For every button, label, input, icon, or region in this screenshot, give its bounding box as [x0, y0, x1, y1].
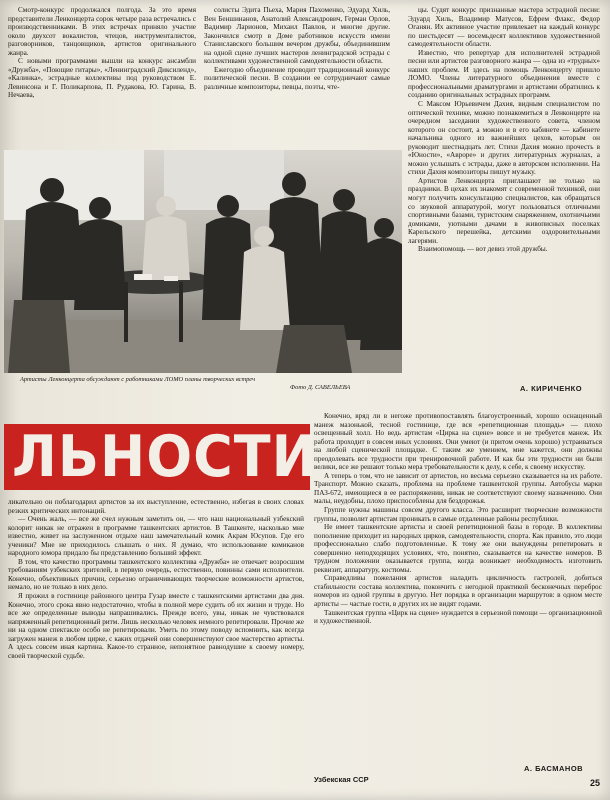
top-article-signature: А. КИРИЧЕНКО — [520, 384, 583, 393]
section-banner — [4, 423, 318, 490]
top-column-2 — [204, 6, 390, 148]
paragraph: Я прожил в гостинице районного центра Гузар вместе с ташкентскими артистами два дня. Конечно, этого срока явно недостаточно, чтобы в полной мере судить об их жизни и труде. Но все же определенные выводы напрашивались. Прежде всего, увы, никак не чувствовался напряженный репетиционный ритм. Лишь несколько человек немного репетировали. Прочие же ни на одном спектакле особо не репетировали. Уметь по этому поводу вспомнить, как всегда загружен манеж в любом цирке, с каких отдачей они совершенствуют свое мастерство артисты. А здесь совсем иная картина. Какое-то странное, непонятное равнодушие к своему номеру, своей творческой судьбе. — [8, 592, 304, 660]
banner-title: ЛЬНОСТИ — [12, 423, 318, 490]
page-number: 25 — [589, 778, 600, 788]
top-column-3 — [408, 6, 600, 378]
paragraph: А теперь о том, что не зависит от артистов, но весьма серьезно сказывается на их работе. Транспорт. Можно сказать, проблема на проблеме ташкентской группы. Автобусы марки ПАЗ-672, имеющиеся в ее распоряжении, никак не соответствуют своему назначению. Они малы, неудобны, плохо приспособлены для бездорожья. — [314, 471, 602, 506]
paragraph: С Максом Юрьевичем Дахия, видным специалистом по оптической технике, можно познакомиться в Ленконцерте на очередном заседании художественного совета, членом которого он состоит, а можно и в его кабинете — кабинете начальника одного из важнейших цехов, которым он руководит шестнадцать лет. Стихи Дахия можно прочесть в «Юности», «Авроре» и других литературных журналах, а можно услышать с эстрады, даже в авторском исполнении. На стихи Дахия композиторы пишут музыку. — [408, 100, 600, 177]
bottom-article-signature: А. БАСМАНОВ — [524, 764, 584, 773]
paragraph: Ташкентская группа «Цирк на сцене» нуждается в серьезной помощи — организационной и художественной. — [314, 608, 602, 626]
paragraph: Ежегодно объединение проводит традиционный конкурс политической песни. В создании ее сотрудничают самые различные композиторы, певцы, поэты, чте- — [204, 65, 390, 91]
paragraph: Группе нужны машины совсем другого класса. Это расширит творческие возможности группы, позволит артистам проникать в самые отдаленные районы республики. — [314, 506, 602, 523]
paragraph: Смотр-конкурс продолжался полгода. За это время представители Ленконцерта сорок четыре раза встречались с производственниками. В этих встречах приняло участие около двухсот вокалистов, чтецов, инструменталистов, разговорников, танцовщиков, артистов оригинального жанра. — [8, 6, 196, 57]
photo-caption: Артисты Ленконцерта обсуждают с работниками ЛОМО планы творческих встреч — [20, 376, 256, 383]
paragraph: Артистов Ленконцерта приглашают не только на праздники. В цехах их знакомят с современной техникой, они могут получить консультацию специалистов, как обращаться со звуковой аппаратурой, могут пользоваться отличными спортивными базами, туристским снаряжением, охотничьими домиками, уютными дачами в живописных поселках Карельского перешейка, детскими оздоровительными лагерями. — [408, 176, 600, 245]
paragraph: Справедливы пожелания артистов наладить цикличность гастролей, добиться стабильности состава коллектива, покончить с негодной практикой бесконечных переброс номеров из одной группы в другую. Нет порядка в организации маршрутов: в одном месте артисты — частые гости, в других их не видят годами. — [314, 574, 602, 609]
paragraph: цы. Судят конкурс признанные мастера эстрадной песни: Эдуард Хиль, Владимир Матусов, Ефрем Флакс, Федор Оганян. Их активное участие привлекает на каждый конкурс по шестьдесят — восемьдесят коллективов художественной самодеятельности области. — [408, 6, 600, 49]
meeting-photo — [4, 150, 402, 373]
photo-credit: Фото Д. САВЕЛЬЕВА — [290, 384, 351, 391]
paragraph: Известно, что репертуар для исполнителей эстрадной песни или артистов разговорного жанра — одна из «трудных» наших проблем. И здесь на помощь Ленконцерту пришло ЛОМО. Члены литературного объединения вместе с профессиональными драматургами и артистами обратились к созданию оригинальных эстрадных программ. — [408, 48, 600, 100]
top-column-1 — [8, 6, 196, 148]
bottom-column-right — [314, 412, 602, 764]
paragraph: С новыми программами вышли на конкурс ансамбли «Дружба», «Поющие гитары», «Ленинградский Диксиленд», «Калинка», эстрадные коллективы под руководством Е. Левинсона и Г. Поликарпова, П. Рудакова, Ю. Гарина, В. Нечаева, — [8, 57, 196, 100]
paragraph: Не имеет ташкентские артисты и своей репетиционной базы в городе. В коллективы пополнение приходит из народных цирков, самодеятельности, спорта. Как правило, это люди профессионально слабо подготовленные. К тому же они вынуждены репетировать в совершенно неподходящих условиях, что, понятно, сказывается на качестве номеров. В трудном положении оказывается группа, когда возникает необходимость изготовить реквизит, аппаратуру, костюмы. — [314, 523, 602, 574]
paragraph: В том, что качество программы ташкентского коллектива «Дружба» не отвечает возросшим требованиям узбекских зрителей, в первую очередь, естественно, повинны сами исполнители. Конечно, объективных причин, серьезно ограничивающих творческие возможности артистов, немало, но не только в них дело. — [8, 557, 304, 592]
magazine-section-label: Узбекская ССР — [314, 775, 369, 784]
paragraph: ликательно он поблагодарил артистов за их выступление, естественно, избегая в своих словах резких критических интонаций. — [8, 498, 304, 515]
paragraph: Взаимопомощь — вот девиз этой дружбы. — [418, 245, 548, 254]
bottom-column-left — [8, 498, 304, 786]
paragraph: солисты Эдита Пьеха, Мария Пахоменко, Эдуард Хиль, Вен Беншинанов, Анатолий Александрович, Герман Орлов, Вадимир Ларионов, Михаил Павлов, и многие другие. Закончился смотр в Доме работников искусств имени Станиславского большим вечером дружбы, объединившим на одной сцене лучших мастеров ленинградской эстрады с коллективами художественной самодеятельности области. — [204, 6, 390, 66]
paragraph: Конечно, вряд ли в негоже противопоставлять благоустроенный, хорошо оснащенный манеж мазонькой, тесной гостинице, где вся «репетиционная площадь» — плохо освещенный холл. Но ведь артистам «Цирка на сцене» вовсе и не требуется манеж. Их работа проходит в совсем иных условиях. Они умеют (и притом очень хорошо) устраиваться на любой сценической площадке. С таким же умением, мне кажется, они должны преодолевать все трудности при тренировочной работе. И как бы эти трудности ни были велики, все же решают только мера требовательности к делу, к себе, к своему искусству. — [314, 412, 602, 472]
paragraph: — Очень жаль, — все же счел нужным заметить он, — что наш национальный узбекский колорит никак не отражен в программе ташкентских артистов. В Ташкенте, насколько мне известно, живет на заслуженном отдыхе наш замечательный комик Акрам Юсупов. Где его ученики? Мне не приходилось слышать о них. Я думаю, что использование комиканов народного юмора придало бы представлению больший эффект. — [8, 515, 304, 558]
